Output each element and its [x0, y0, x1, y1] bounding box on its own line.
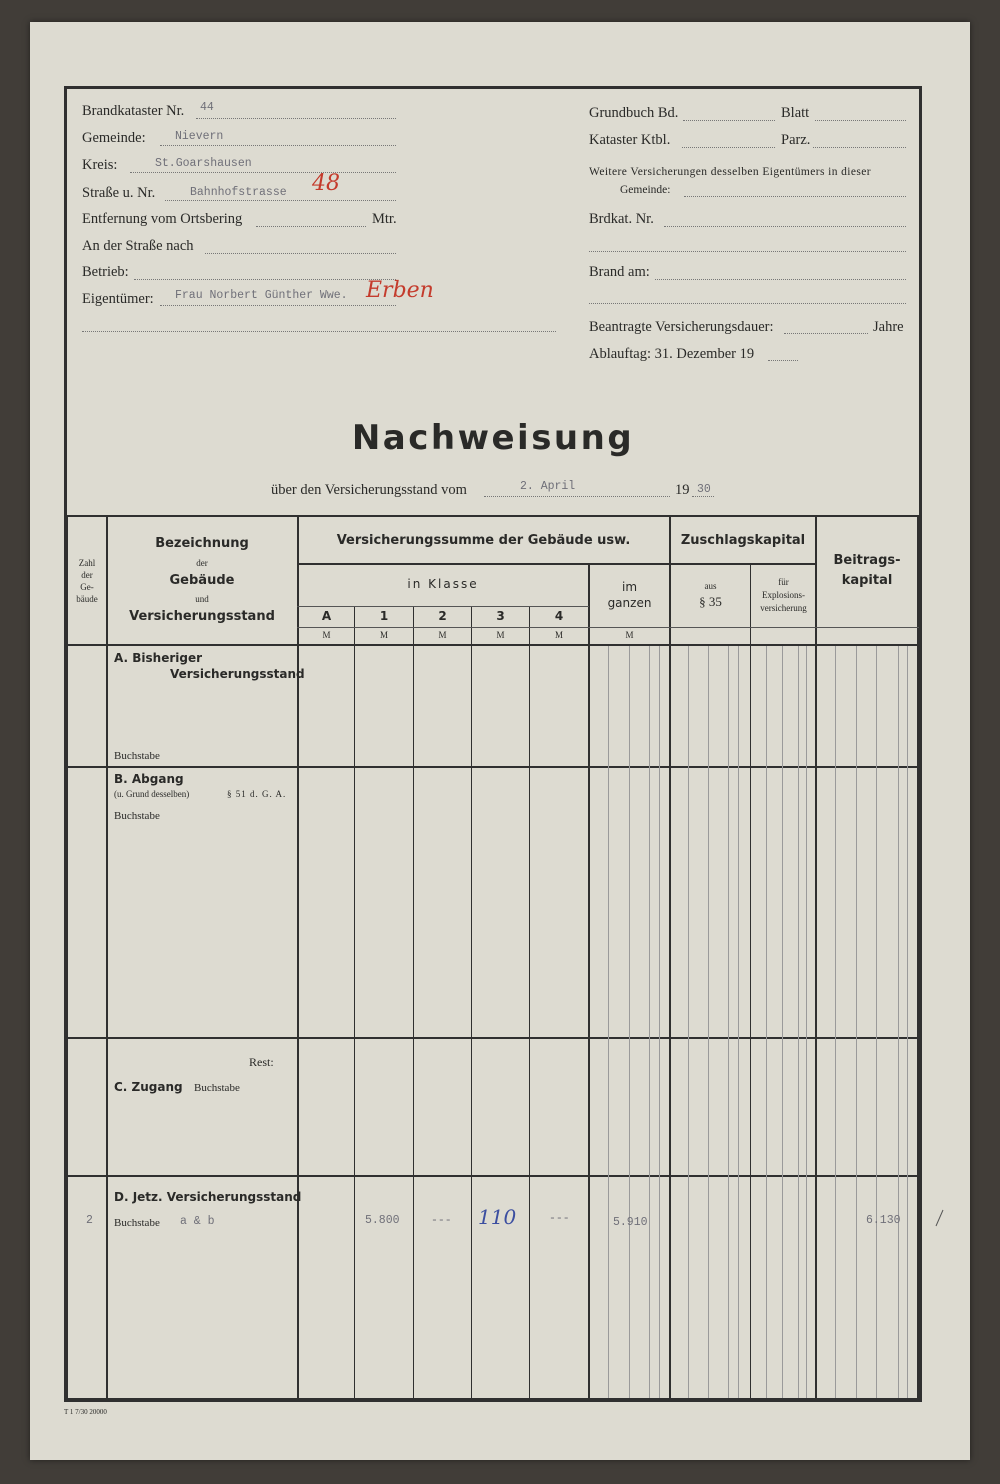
unit-3: M [496, 630, 505, 640]
money-ruling [876, 646, 877, 1398]
dotted-line [160, 305, 396, 306]
im-ganzen-1: im [621, 580, 638, 594]
money-ruling [907, 646, 908, 1398]
blatt-label: Blatt [781, 105, 810, 121]
row-d-im-ganzen: 5.910 [613, 1216, 648, 1229]
bez-header-2: der [196, 558, 208, 568]
dauer-label: Beantragte Versicherungsdauer: [589, 319, 774, 335]
year-value: 30 [697, 483, 711, 496]
money-ruling [659, 646, 660, 1398]
margin-tick-mark [933, 1208, 945, 1228]
unit-ganzen: M [625, 630, 634, 640]
table-right-line [917, 515, 919, 1400]
aus-2: § 35 [699, 594, 722, 609]
section-line [66, 1037, 919, 1039]
klasse-4: 4 [554, 609, 564, 623]
section-line [66, 1175, 919, 1177]
brandkataster-label: Brandkataster Nr. [82, 103, 185, 119]
money-ruling [766, 646, 767, 1398]
dotted-line [655, 279, 906, 280]
unit-2: M [438, 630, 447, 640]
section-a-title2: Versicherungsstand [170, 667, 305, 681]
section-c-buchstabe: Buchstabe [194, 1082, 240, 1094]
col-line [588, 564, 590, 1400]
col-line [669, 515, 671, 1400]
header-line [669, 563, 817, 565]
money-ruling [898, 646, 899, 1398]
section-line [66, 766, 919, 768]
kreis-label: Kreis: [82, 157, 118, 173]
money-ruling [728, 646, 729, 1398]
strasse-value: Bahnhofstrasse [190, 186, 287, 199]
row-d-beitrag: 6.130 [866, 1214, 901, 1227]
dotted-line [815, 120, 906, 121]
brdkat-label: Brdkat. Nr. [589, 211, 654, 227]
weitere-line2: Gemeinde: [620, 184, 671, 196]
money-ruling [649, 646, 650, 1398]
dotted-line [684, 196, 906, 197]
row-d-klasse-1: 5.800 [365, 1214, 400, 1227]
section-b-sub: (u. Grund desselben) [114, 789, 190, 799]
col-line [106, 515, 108, 1400]
col-line [815, 515, 817, 1400]
header-line [297, 563, 671, 565]
unit-4: M [554, 630, 563, 640]
dotted-line [196, 118, 396, 119]
dotted-line [784, 333, 868, 334]
money-ruling [738, 646, 739, 1398]
dotted-line [205, 253, 396, 254]
zahl-header: Zahl der Ge- bäude [76, 558, 98, 604]
klasse-1: 1 [379, 609, 389, 623]
table-bottom-line [66, 1398, 919, 1400]
bez-header-4: und [195, 594, 209, 604]
gemeinde-value: Nievern [175, 130, 224, 143]
title: Nachweisung [351, 418, 635, 458]
unit-1: M [379, 630, 388, 640]
parz-label: Parz. [781, 132, 811, 148]
section-d-title: D. Jetz. Versicherungsstand [114, 1190, 302, 1204]
brandkataster-value: 44 [200, 101, 214, 114]
col-line [354, 607, 355, 1400]
vsumme-header: Versicherungssumme der Gebäude usw. [336, 533, 631, 548]
col-line [297, 515, 299, 1400]
kataster-label: Kataster Ktbl. [589, 132, 671, 148]
dotted-line [134, 279, 396, 280]
kreis-value: St.Goarshausen [155, 157, 252, 170]
money-ruling [708, 646, 709, 1398]
header-line [297, 627, 919, 628]
dotted-line [160, 145, 396, 146]
year-prefix: 19 [675, 482, 690, 498]
col-line [413, 607, 414, 1400]
bez-header-5: Versicherungsstand [129, 609, 275, 624]
entfernung-unit: Mtr. [372, 211, 397, 227]
section-c-title: C. Zugang [114, 1080, 183, 1094]
money-ruling [688, 646, 689, 1398]
eigentuemer-label: Eigentümer: [82, 291, 154, 307]
dotted-line [692, 496, 714, 497]
dotted-line [589, 303, 906, 304]
dotted-line [256, 226, 366, 227]
row-d-zahl: 2 [86, 1214, 93, 1227]
fuer-2: Explosions- [761, 590, 805, 600]
money-ruling [835, 646, 836, 1398]
table-left-line [66, 515, 68, 1400]
subtitle: über den Versicherungsstand vom [271, 482, 467, 498]
grundbuch-label: Grundbuch Bd. [589, 105, 679, 121]
table-top-line [66, 515, 919, 517]
section-d-buchstabe-value: a & b [180, 1215, 215, 1228]
dotted-line [589, 251, 906, 252]
strasse-number-handwritten: 48 [312, 171, 340, 196]
betrieb-label: Betrieb: [82, 264, 129, 280]
beitrag-1: Beitrags- [833, 553, 901, 568]
section-a-buchstabe: Buchstabe [114, 750, 160, 762]
strasse-label: Straße u. Nr. [82, 185, 156, 201]
col-line [471, 607, 472, 1400]
row-d-klasse-4: --- [549, 1212, 570, 1225]
section-b-title: B. Abgang [114, 772, 184, 786]
money-ruling [608, 646, 609, 1398]
klasse-a: A [321, 609, 332, 623]
gemeinde-label: Gemeinde: [82, 130, 146, 146]
bez-header-3: Gebäude [169, 573, 235, 588]
ablauf-label: Ablauftag: 31. Dezember 19 [589, 346, 755, 362]
dotted-line [682, 147, 775, 148]
section-b-ref: § 51 d. G. A. [227, 789, 287, 799]
form-footer-code: T 1 7/30 20000 [64, 1408, 107, 1416]
im-ganzen-2: ganzen [607, 596, 652, 610]
dotted-line [165, 200, 396, 201]
eigentuemer-value: Frau Norbert Günther Wwe. [175, 289, 348, 302]
brand-label: Brand am: [589, 264, 650, 280]
aus-1: aus [704, 581, 717, 591]
dotted-line [130, 172, 396, 173]
money-ruling [806, 646, 807, 1398]
dotted-line [813, 147, 906, 148]
row-d-klasse-2: --- [431, 1214, 452, 1227]
dotted-line [664, 226, 906, 227]
money-ruling [629, 646, 630, 1398]
row-d-klasse-3-handwritten: 110 [478, 1205, 517, 1229]
zuschlag-header: Zuschlagskapital [680, 533, 806, 548]
in-klasse-header: in Klasse [407, 577, 479, 591]
money-ruling [856, 646, 857, 1398]
money-ruling [782, 646, 783, 1398]
beitrag-2: kapital [841, 573, 893, 588]
col-line [750, 564, 751, 1400]
header-line [297, 606, 589, 607]
klasse-3: 3 [496, 609, 505, 623]
date-value: 2. April [520, 480, 576, 493]
header-bottom-line [66, 644, 919, 646]
weitere-line1: Weitere Versicherungen desselben Eigentümers in dieser [589, 166, 871, 178]
dauer-unit: Jahre [873, 319, 904, 335]
section-b-buchstabe: Buchstabe [114, 810, 160, 822]
section-d-buchstabe: Buchstabe [114, 1217, 160, 1229]
money-ruling [798, 646, 799, 1398]
eigentuemer-handwritten: Erben [366, 278, 434, 303]
section-a-title: A. Bisheriger [114, 651, 203, 665]
klasse-2: 2 [438, 609, 447, 623]
strasse-nach-label: An der Straße nach [82, 238, 194, 254]
dotted-line [82, 331, 556, 332]
fuer-1: für [778, 577, 789, 587]
rest-label: Rest: [249, 1055, 274, 1069]
unit-a: M [322, 630, 331, 640]
entfernung-label: Entfernung vom Ortsbering [82, 211, 243, 227]
col-line [529, 607, 530, 1400]
dotted-line [484, 496, 670, 497]
dotted-line [683, 120, 775, 121]
bez-header-1: Bezeichnung [155, 536, 249, 551]
dotted-line [768, 360, 798, 361]
fuer-3: versicherung [760, 603, 807, 613]
